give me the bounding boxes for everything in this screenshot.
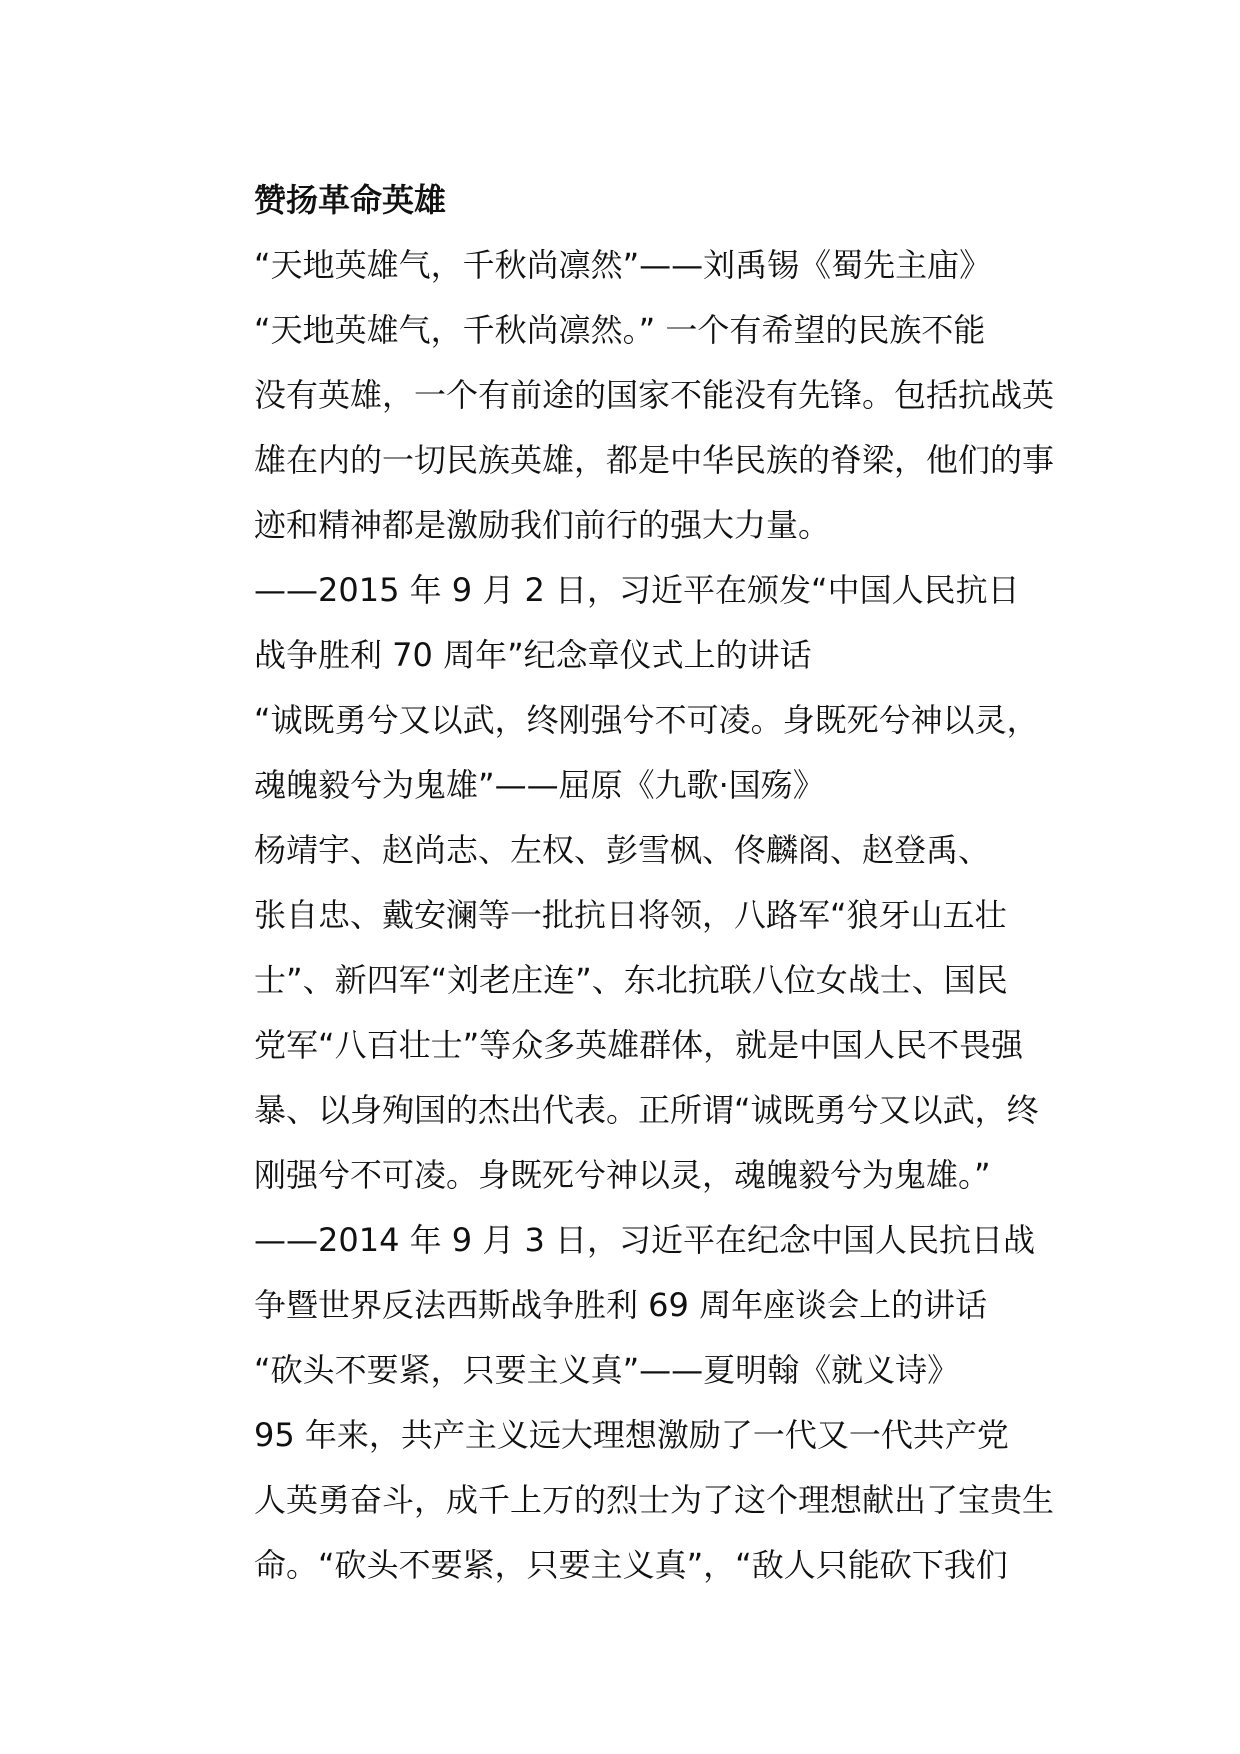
text-line: 杨靖宇、赵尚志、左权、彭雪枫、佟麟阁、赵登禹、	[254, 831, 991, 869]
paragraph-generals	[188, 818, 1068, 1208]
quote-qu-yuan	[188, 688, 1068, 818]
text-line: 没有英雄，一个有前途的国家不能没有先锋。包括抗战英	[254, 376, 1055, 414]
text-line: 95 年来，共产主义远大理想激励了一代又一代共产党	[254, 1416, 1009, 1454]
text-line: 争暨世界反法西斯战争胜利 69 周年座谈会上的讲话	[254, 1286, 988, 1324]
text-line: “砍头不要紧，只要主义真”——夏明翰《就义诗》	[254, 1351, 960, 1389]
source-2015	[188, 558, 1068, 688]
paragraph-95-years	[188, 1403, 1068, 1598]
text-line: ——2014 年 9 月 3 日，习近平在纪念中国人民抗日战	[254, 1221, 1036, 1259]
text-line: 雄在内的一切民族英雄，都是中华民族的脊梁，他们的事	[254, 441, 1055, 479]
text-line: 战争胜利 70 周年”纪念章仪式上的讲话	[254, 636, 812, 674]
text-line: 暴、以身殉国的杰出代表。正所谓“诚既勇兮又以武，终	[254, 1091, 1039, 1129]
text-line: “天地英雄气，千秋尚凛然”——刘禹锡《蜀先主庙》	[254, 246, 992, 284]
text-line: 士”、新四军“刘老庄连”、东北抗联八位女战士、国民	[254, 961, 1008, 999]
quote-liu-yuxi	[188, 233, 1068, 298]
text-line: 迹和精神都是激励我们前行的强大力量。	[254, 506, 831, 544]
text-line: 命。“砍头不要紧，只要主义真”，“敌人只能砍下我们	[254, 1546, 1008, 1584]
document-title: 赞扬革命英雄	[254, 181, 447, 219]
document-page	[188, 168, 1068, 1598]
text-line: “天地英雄气，千秋尚凛然。” 一个有希望的民族不能	[254, 311, 986, 349]
text-line: 张自忠、戴安澜等一批抗日将领，八路军“狼牙山五壮	[254, 896, 1007, 934]
text-line: “诚既勇兮又以武，终刚强兮不可凌。身既死兮神以灵，	[254, 701, 1039, 739]
text-line: 人英勇奋斗，成千上万的烈士为了这个理想献出了宝贵生	[254, 1481, 1055, 1519]
text-line: 魂魄毅兮为鬼雄”——屈原《九歌·国殇》	[254, 766, 825, 804]
text-line: 党军“八百壮士”等众多英雄群体，就是中国人民不畏强	[254, 1026, 1024, 1064]
quote-xia-minghan	[188, 1338, 1068, 1403]
source-2014	[188, 1208, 1068, 1338]
paragraph-heroes	[188, 298, 1068, 558]
text-line: 刚强兮不可凌。身既死兮神以灵，魂魄毅兮为鬼雄。”	[254, 1156, 991, 1194]
text-line: ——2015 年 9 月 2 日，习近平在颁发“中国人民抗日	[254, 571, 1020, 609]
